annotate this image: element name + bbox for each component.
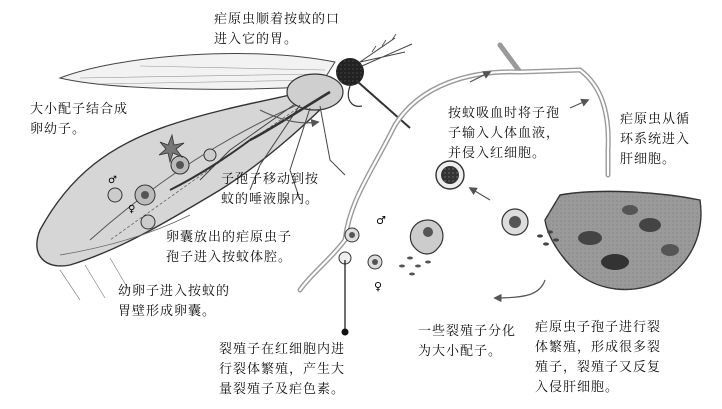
- label-liver-schizogony: 疟原虫子孢子进行裂 体繁殖，形成很多裂 殖子，裂殖子又反复 入侵肝细胞。: [535, 320, 662, 395]
- label-oocyst-release: 卵囊放出的疟原虫子 孢子进入按蚊体腔。: [166, 230, 293, 265]
- parasite-stages: [339, 161, 559, 336]
- mosquito-thorax: [287, 74, 343, 110]
- label-ookinete-wall: 幼卵子进入按蚊的 胃壁形成卵囊。: [118, 284, 231, 319]
- oocyst: [204, 149, 216, 161]
- arrow: [470, 188, 490, 200]
- female-symbol: ♀: [374, 280, 383, 293]
- label-mosquito-bite: 按蚊吸血时将子孢 子输入人体血液， 并侵入红细胞。: [448, 106, 561, 161]
- arrow: [495, 280, 545, 298]
- oocyst: [141, 215, 155, 229]
- mosquito-proboscis: [358, 82, 410, 128]
- label-gametes-combine: 大小配子结合成 卵幼子。: [30, 102, 129, 137]
- liver-drawing: [545, 191, 701, 289]
- label-schizogony-rbc: 裂殖子在红细胞内进 行裂体繁殖，产生大 量裂殖子及疟色素。: [219, 342, 346, 397]
- label-mouth-to-stomach: 疟原虫顺着按蚊的口 进入它的胃。: [214, 12, 341, 47]
- ookinete-bulb: [410, 220, 443, 254]
- male-symbol: ♂: [376, 214, 386, 227]
- female-symbol: ♀: [128, 204, 136, 215]
- male-symbol: ♂: [108, 175, 117, 186]
- label-sporozoites-salivary: 子孢子移动到按 蚊的唾液腺内。: [221, 172, 320, 207]
- oocyst: [108, 188, 122, 202]
- label-merozoites-gametes: 一些裂殖子分化 为大小配子。: [418, 324, 517, 359]
- arrow: [570, 100, 588, 108]
- label-circulation-to-liver: 疟原虫从循 环系统进入 肝细胞。: [620, 112, 691, 167]
